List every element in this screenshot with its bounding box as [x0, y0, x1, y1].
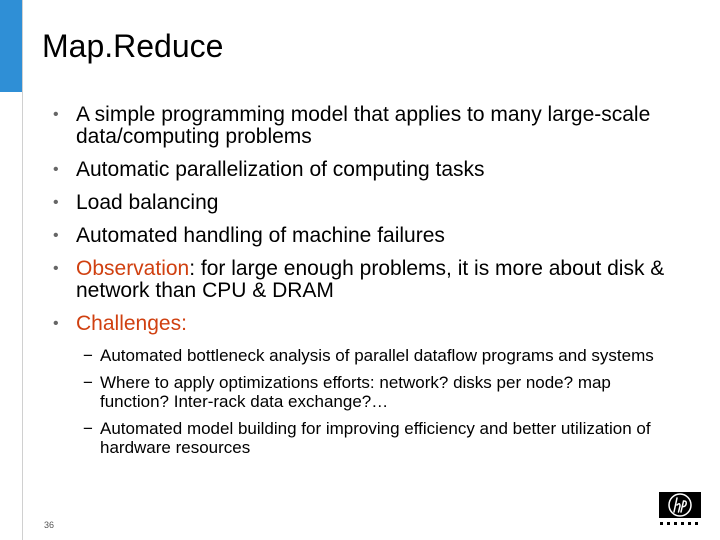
- bullet-item: [53, 258, 703, 302]
- bullet-item: [53, 225, 703, 247]
- bullet-text: : for large enough problems, it is more about disk & network than CPU & DRAM: [76, 257, 665, 302]
- bullet-text: Load balancing: [76, 191, 219, 214]
- bullet-dot-icon: •: [53, 194, 59, 211]
- dash-icon: −: [83, 346, 93, 365]
- bullet-item: [53, 313, 703, 335]
- dash-icon: −: [83, 419, 93, 438]
- bullet-text: A simple programming model that applies to many large-scale data/computing problems: [76, 103, 651, 148]
- slide-accent-bar: [0, 0, 23, 540]
- bullet-dot-icon: •: [53, 227, 59, 244]
- sub-bullet-text: Automated model building for improving efficiency and better utilization of hardware resources: [100, 419, 651, 457]
- bullet-text: Automated handling of machine failures: [76, 224, 445, 247]
- bullet-list: [53, 104, 703, 346]
- sub-bullet-item: [83, 373, 683, 411]
- bullet-highlight: Challenges:: [76, 312, 187, 335]
- sub-bullet-text: Where to apply optimizations efforts: network? disks per node? map function? Inter-rack data exchange?…: [100, 373, 611, 411]
- slide-title: Map.Reduce: [42, 28, 224, 64]
- bullet-item: [53, 104, 703, 148]
- bullet-item: [53, 192, 703, 214]
- bullet-dot-icon: •: [53, 260, 59, 277]
- bullet-highlight: Observation: [76, 257, 190, 280]
- sub-bullet-text: Automated bottleneck analysis of parallel dataflow programs and systems: [100, 346, 654, 365]
- sub-bullet-item: [83, 346, 683, 365]
- dash-icon: −: [83, 373, 93, 392]
- bullet-dot-icon: •: [53, 106, 59, 123]
- bullet-dot-icon: •: [53, 161, 59, 178]
- bullet-item: [53, 159, 703, 181]
- bullet-text: Automatic parallelization of computing tasks: [76, 158, 485, 181]
- sub-bullet-list: [83, 346, 683, 465]
- bullet-dot-icon: •: [53, 315, 59, 332]
- hp-logo-icon: [659, 492, 701, 526]
- page-number: 36: [44, 520, 55, 530]
- sub-bullet-item: [83, 419, 683, 457]
